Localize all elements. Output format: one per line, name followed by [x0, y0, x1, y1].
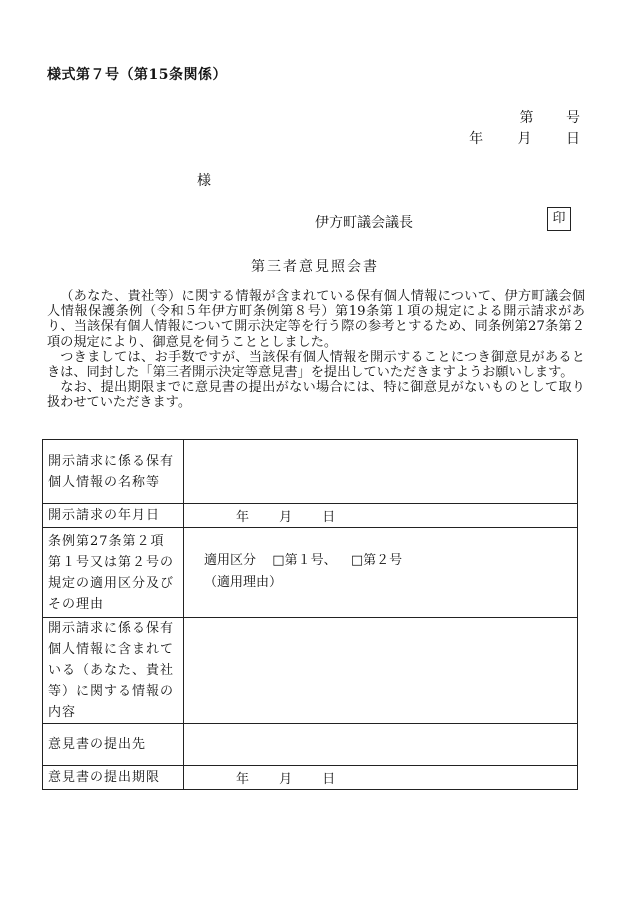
addressee-honorific: 様: [197, 173, 211, 189]
body-paragraph-3: なお、提出期限までに意見書の提出がない場合には、特に御意見がないものとして取り扱わせていただきます。: [47, 380, 585, 411]
apply-category-line: [204, 550, 572, 572]
row-label-submission-address: 意見書の提出先: [43, 724, 184, 766]
row-value-info-name[interactable]: [184, 440, 578, 504]
form-number: 様式第７号（第15条関係）: [47, 67, 227, 83]
row-label-applicable-category: 条例第27条第２項第１号又は第２号の規定の適用区分及びその理由: [43, 528, 184, 618]
date-line: 年 月 日: [469, 131, 580, 147]
row-value-request-date[interactable]: [184, 504, 578, 528]
row-label-request-date: 開示請求の年月日: [43, 504, 184, 528]
request-date-ymd: 年 月 日: [236, 510, 336, 525]
sender-name: 伊方町議会議長: [315, 215, 413, 231]
table-row: [43, 766, 578, 790]
seal-stamp: 印: [547, 207, 571, 231]
row-label-info-content: 開示請求に係る保有個人情報に含まれている（あなた、貴社等）に関する情報の内容: [43, 618, 184, 724]
row-value-submission-deadline[interactable]: [184, 766, 578, 790]
row-label-info-name: 開示請求に係る保有個人情報の名称等: [43, 440, 184, 504]
row-label-submission-deadline: 意見書の提出期限: [43, 766, 184, 790]
apply-reason: （適用理由）: [204, 575, 283, 590]
row-value-applicable-category[interactable]: [184, 528, 578, 618]
table-row: [43, 528, 578, 618]
body-text: [47, 289, 585, 411]
table-row: [43, 724, 578, 766]
apply-category-label: 適用区分: [204, 553, 257, 568]
info-table: [42, 439, 578, 790]
table-row: [43, 440, 578, 504]
option-item-2[interactable]: □第２号: [350, 553, 403, 568]
table-row: [43, 504, 578, 528]
row-value-info-content[interactable]: [184, 618, 578, 724]
row-value-submission-address[interactable]: [184, 724, 578, 766]
deadline-ymd: 年 月 日: [236, 772, 336, 787]
option-item-1[interactable]: □第１号、: [272, 553, 337, 568]
document-number-line: 第 号: [519, 110, 580, 126]
body-paragraph-1: （あなた、貴社等）に関する情報が含まれている保有個人情報について、伊方町議会個人情報保護条例（令和５年伊方町条例第８号）第19条第１項の規定による開示請求があり、当該保有個人情報について開示決定等を行う際の参考とするため、同条例第27条第２項の規定により、御意見を伺うこととしました。: [47, 289, 585, 350]
body-paragraph-2: つきましては、お手数ですが、当該保有個人情報を開示することにつき御意見があるときは、同封した「第三者開示決定等意見書」を提出していただきますようお願いします。: [47, 349, 585, 381]
document-title: 第三者意見照会書: [251, 259, 379, 275]
table-row: [43, 618, 578, 724]
